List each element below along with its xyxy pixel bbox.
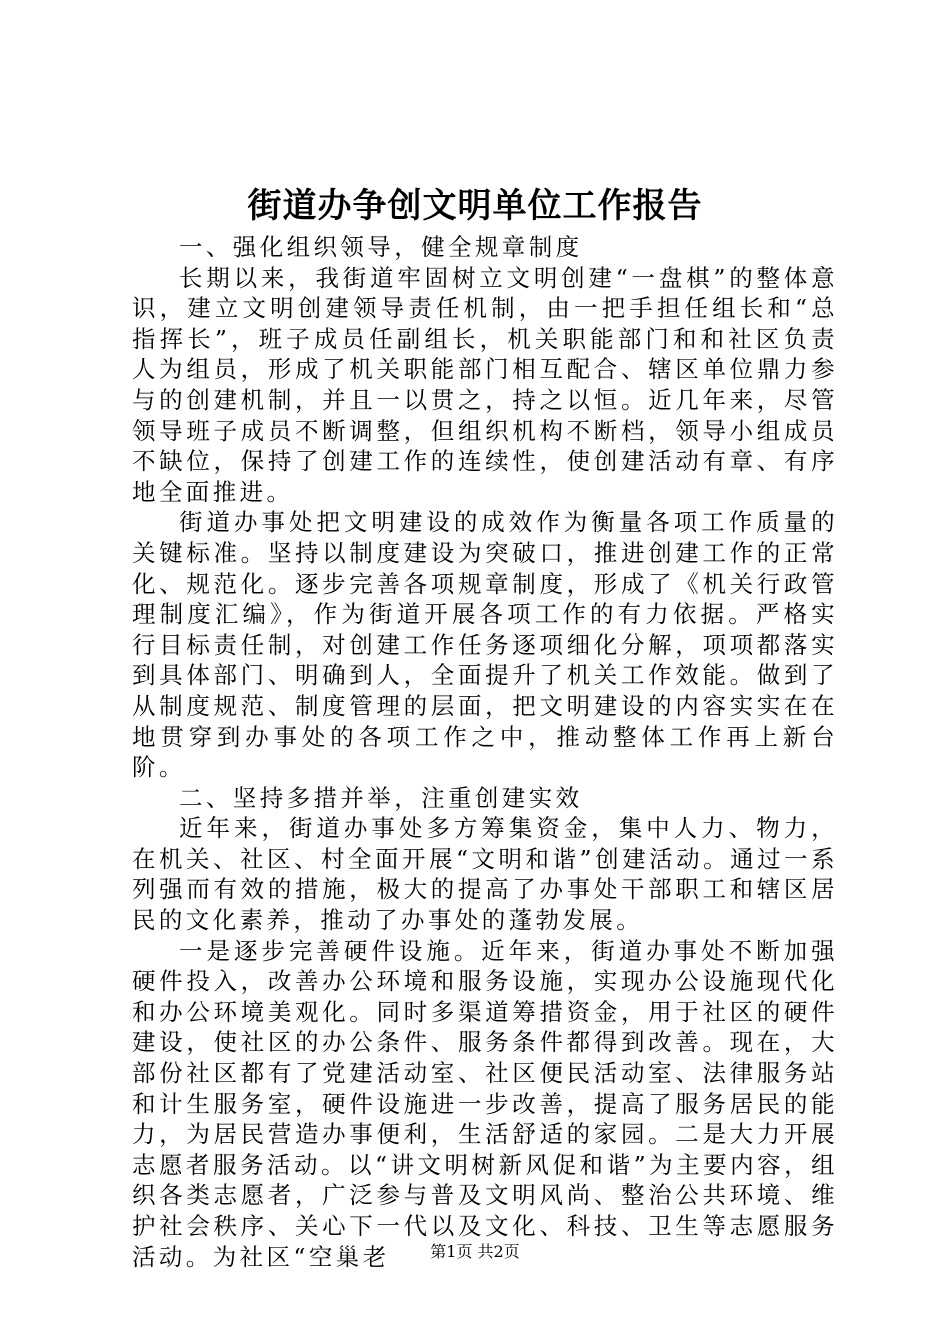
page-title: 街道办争创文明单位工作报告	[247, 186, 703, 226]
paragraph: 长期以来，我街道牢固树立文明创建“一盘棋”的整体意识，建立文明创建领导责任机制，由一把手担任组长和“总指挥长”，班子成员任副组长，机关职能部门和和社区负责人为组员，形成了机关职能部门相互配合、辖区单位鼎力参与的创建机制，并且一以贯之，持之以恒。近几年来，尽管领导班子成员不断调整，但组织机构不断档，领导小组成员不缺位，保持了创建工作的连续性，使创建活动有章、有序地全面推进。	[132, 263, 838, 506]
section-heading: 二、坚持多措并举，注重创建实效	[179, 783, 583, 812]
paragraph: 近年来，街道办事处多方筹集资金，集中人力、物力，在机关、社区、村全面开展“文明和谐”创建活动。通过一系列强而有效的措施，极大的提高了办事处干部职工和辖区居民的文化素养，推动了办事处的蓬勃发展。	[132, 814, 838, 935]
document-body	[132, 232, 838, 1272]
page-number: 第1页 共2页	[430, 1242, 520, 1261]
section-heading: 一、强化组织领导，健全规章制度	[179, 233, 583, 261]
paragraph: 一是逐步完善硬件设施。近年来，街道办事处不断加强硬件投入，改善办公环境和服务设施，实现办公设施现代化和办公环境美观化。同时多渠道筹措资金，用于社区的硬件建设，使社区的办公条件、服务条件都得到改善。现在，大部份社区都有了党建活动室、社区便民活动室、法律服务站和计生服务室，硬件设施进一步改善，提高了服务居民的能力，为居民营造办事便利，生活舒适的家园。二是大力开展志愿者服务活动。以“讲文明树新风促和谐”为主要内容，组织各类志愿者，广泛参与普及文明风尚、整治公共环境、维护社会秩序、关心下一代以及文化、科技、卫生等志愿服务活动。为社区“空巢老	[132, 936, 838, 1271]
paragraph: 街道办事处把文明建设的成效作为衡量各项工作质量的关键标准。坚持以制度建设为突破口，推进创建工作的正常化、规范化。逐步完善各项规章制度，形成了《机关行政管理制度汇编》，作为街道开展各项工作的有力依据。严格实行目标责任制，对创建工作任务逐项细化分解，项项都落实到具体部门、明确到人，全面提升了机关工作效能。做到了从制度规范、制度管理的层面，把文明建设的内容实实在在地贯穿到办事处的各项工作之中，推动整体工作再上新台阶。	[132, 508, 838, 782]
